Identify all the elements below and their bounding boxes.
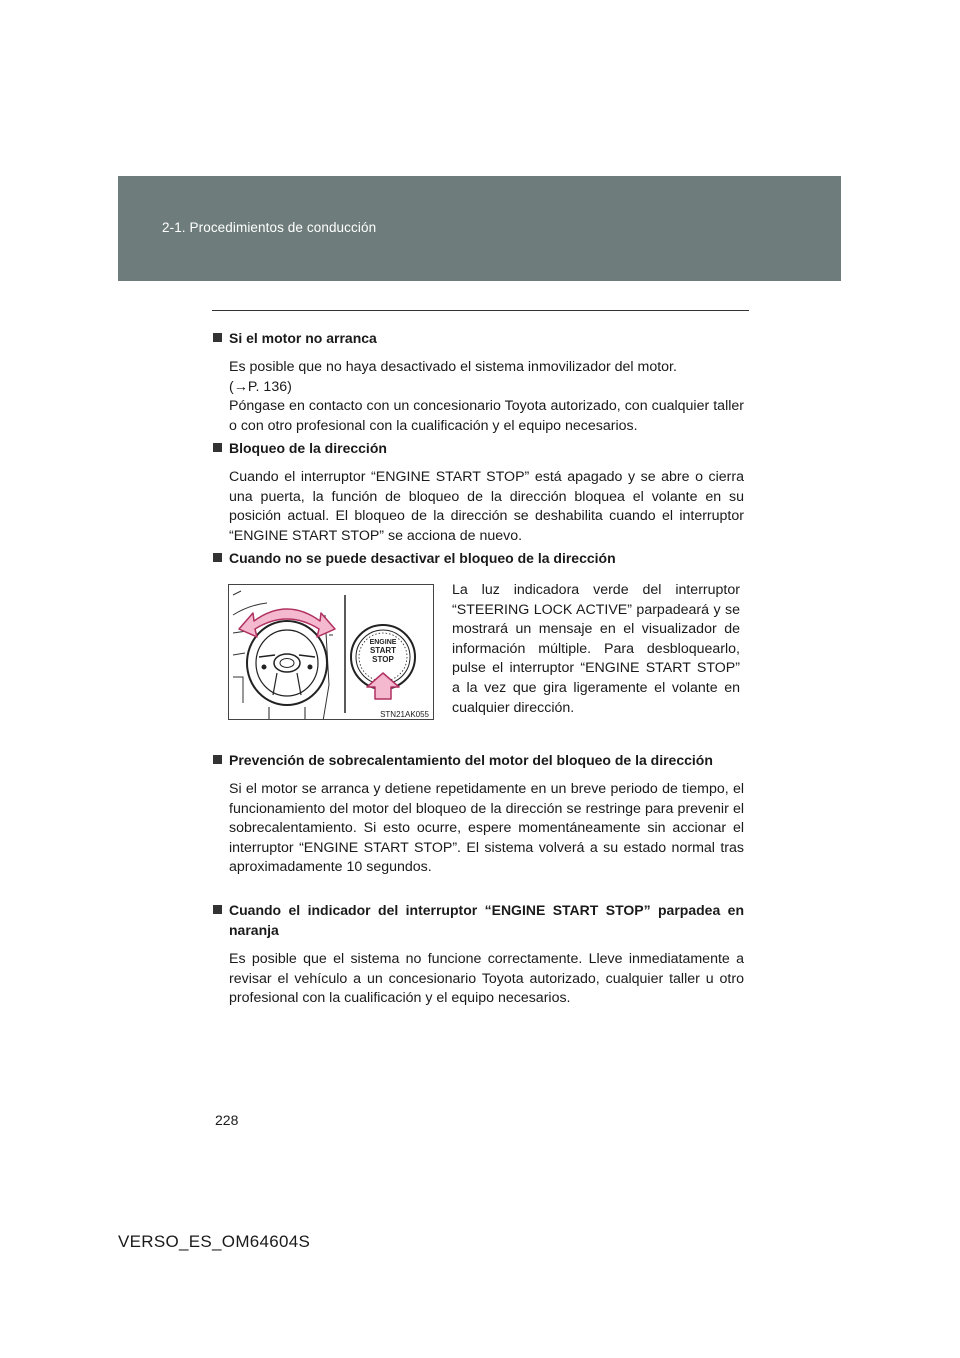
section-bloqueo-direccion [212, 438, 744, 546]
section-heading: Cuando el indicador del interruptor “ENGINE START STOP” parpadea en naranja [212, 900, 744, 940]
figure-code: STN21AK055 [380, 710, 429, 719]
svg-text:START: START [369, 646, 397, 655]
section-heading: Si el motor no arranca [212, 328, 744, 348]
section-no-desactivar-bloqueo [212, 548, 744, 568]
section-indicador-naranja [212, 900, 744, 1009]
svg-text:ENGINE: ENGINE [369, 639, 397, 646]
bullet-square-icon [213, 755, 222, 764]
section-title: 2-1. Procedimientos de conducción [162, 220, 377, 235]
section-body: Es posible que el sistema no funcione correctamente. Lleve inmediatamente a revisar el vehículo a un concesionario Toyota autorizado, cualquier taller u otro profesional con la cualificación y el equipo necesarios. [229, 951, 744, 1006]
section-body: Es posible que no haya desactivado el sistema inmovilizador del motor. (→P. 136) Póngase en contacto con un concesionario Toyota autorizado, con cualquier taller o con otro profesional con la cualificación y el equipo necesarios. [229, 359, 744, 434]
section-heading: Prevención de sobrecalentamiento del motor del bloqueo de la dirección [212, 750, 744, 770]
bullet-square-icon [213, 443, 222, 452]
section-body: Cuando el interruptor “ENGINE START STOP” está apagado y se abre o cierra una puerta, la función de bloqueo de la dirección bloquea el volante en su posición actual. El bloqueo de la dirección se deshabilita cuando el interruptor “ENGINE START STOP” se acciona de nuevo. [229, 469, 744, 544]
figure-caption: La luz indicadora verde del interruptor “STEERING LOCK ACTIVE” parpadeará y se mostrará un mensaje en el visualizador de información múltiple. Para desbloquearlo, pulse el interruptor “ENGINE START STOP” a la vez que gira ligeramente el volante en cualquier dirección. [452, 582, 740, 716]
section-header-bar [118, 176, 841, 281]
section-motor-no-arranca [212, 328, 744, 436]
steering-wheel [247, 621, 327, 720]
bullet-square-icon [213, 905, 222, 914]
rotate-arrow-icon [239, 609, 335, 637]
page-number: 228 [215, 1112, 239, 1128]
bullet-square-icon [213, 333, 222, 342]
divider [212, 310, 749, 311]
section-heading: Bloqueo de la dirección [212, 438, 744, 458]
svg-text:STOP: STOP [372, 655, 394, 664]
bullet-square-icon [213, 553, 222, 562]
steering-lock-illustration [228, 584, 434, 720]
section-body: Si el motor se arranca y detiene repetidamente en un breve periodo de tiempo, el funcionamiento del motor del bloqueo de la dirección se restringe para prevenir el sobrecalentamiento. Si esto ocurre, espere momentáneamente sin accionar el interruptor “ENGINE START STOP”. El sistema volverá a su estado normal tras aproximadamente 10 segundos. [229, 781, 744, 875]
document-code: VERSO_ES_OM64604S [118, 1232, 311, 1251]
section-sobrecalentamiento [212, 750, 744, 878]
section-heading: Cuando no se puede desactivar el bloqueo de la dirección [212, 548, 744, 568]
